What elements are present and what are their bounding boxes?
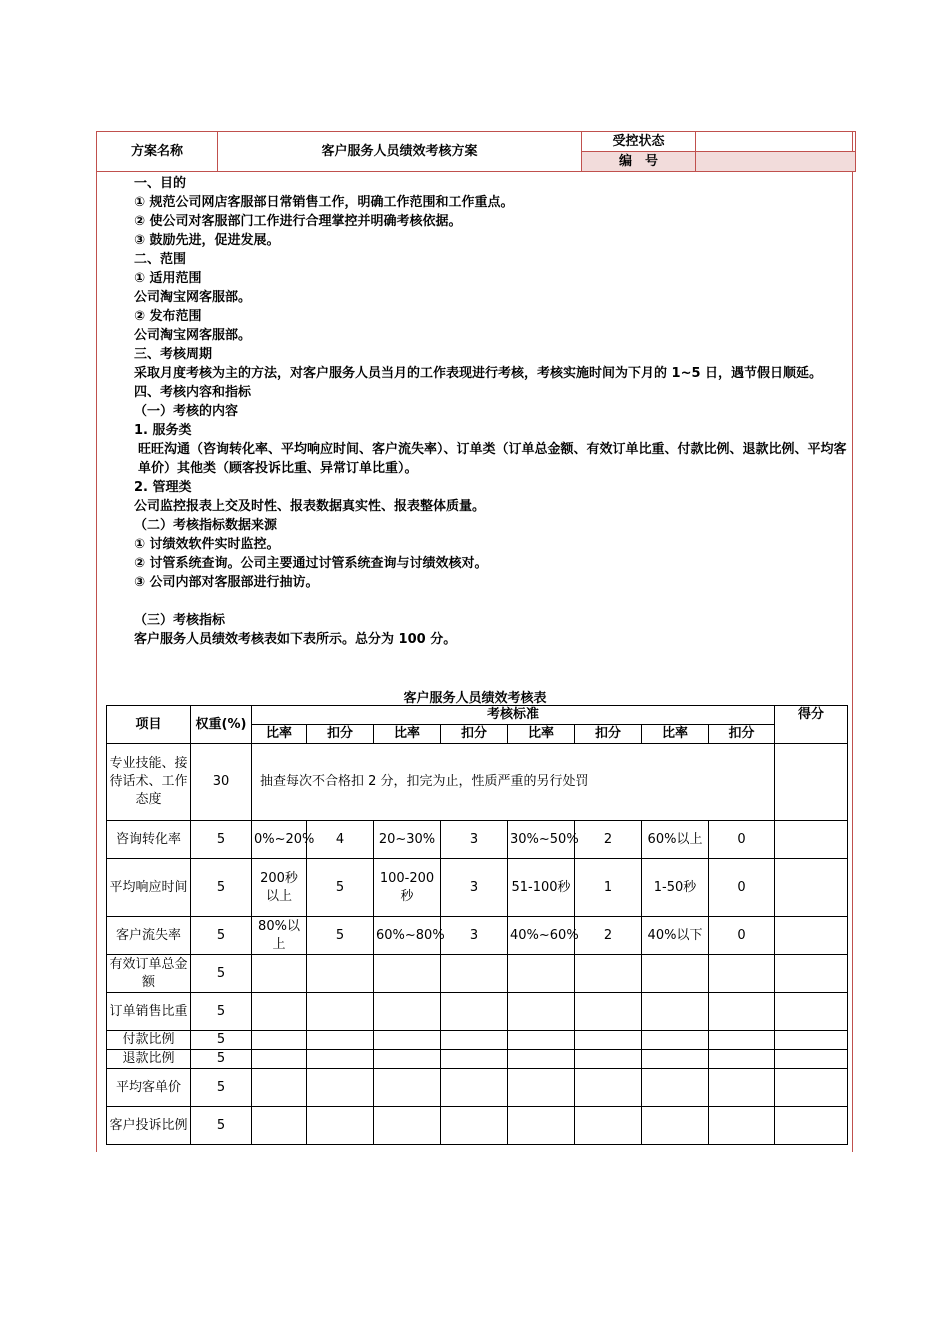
row-score (775, 821, 848, 859)
row-cell: 2 (575, 917, 642, 955)
header-weight: 权重(%) (191, 706, 252, 744)
header-item: 项目 (107, 706, 191, 744)
row-item: 咨询转化率 (107, 821, 191, 859)
paragraph: 旺旺沟通（咨询转化率、平均响应时间、客户流失率）、订单类（订单总金额、有效订单比重、付款比例、退款比例、平均客单价）其他类（顾客投诉比重、异常订单比重）。 (138, 442, 847, 476)
row-weight: 5 (191, 1107, 252, 1145)
header-deduct: 扣分 (307, 725, 374, 744)
row-weight: 5 (191, 917, 252, 955)
row-score (775, 917, 848, 955)
paragraph: ① 规范公司网店客服部日常销售工作，明确工作范围和工作重点。 (134, 195, 514, 210)
row-cell: 60%~80% (374, 917, 441, 955)
table-row (107, 1031, 848, 1050)
row-score (775, 859, 848, 917)
table-row (107, 1050, 848, 1069)
assessment-table (106, 705, 848, 1145)
control-status-label: 受控状态 (582, 132, 696, 152)
scheme-header-table (96, 131, 856, 172)
section-heading: 四、考核内容和指标 (134, 385, 252, 400)
row-score (775, 744, 848, 821)
row-cell: 1 (575, 859, 642, 917)
table-row (107, 744, 848, 821)
row-cell: 3 (441, 859, 508, 917)
row-cell: 60%以上 (642, 821, 709, 859)
paragraph: ③ 鼓励先进，促进发展。 (134, 233, 280, 248)
section-heading: 一、目的 (134, 176, 187, 191)
row-cell: 2 (575, 821, 642, 859)
paragraph: ② 讨管系统查询。公司主要通过讨管系统查询与讨绩效核对。 (134, 556, 488, 571)
row-cell: 0 (709, 917, 775, 955)
row-cell: 0%~20% (252, 821, 307, 859)
paragraph: ② 发布范围 (134, 309, 202, 324)
paragraph: 公司淘宝网客服部。 (134, 328, 252, 343)
row-cell: 0 (709, 821, 775, 859)
table-row (107, 917, 848, 955)
paragraph: ③ 公司内部对客服部进行抽访。 (134, 575, 319, 590)
section-heading: 三、考核周期 (134, 347, 213, 362)
row-item: 有效订单总金额 (107, 955, 191, 993)
table-title: 客户服务人员绩效考核表 (403, 691, 547, 706)
row-item: 退款比例 (107, 1050, 191, 1069)
header-score: 得分 (775, 706, 848, 744)
paragraph: 客户服务人员绩效考核表如下表所示。总分为 100 分。 (134, 632, 457, 647)
row-cell: 3 (441, 821, 508, 859)
row-cell: 40%~60% (508, 917, 575, 955)
row-item: 付款比例 (107, 1031, 191, 1050)
row-item: 客户投诉比例 (107, 1107, 191, 1145)
row-cell: 4 (307, 821, 374, 859)
row-cell: 3 (441, 917, 508, 955)
paragraph: ② 使公司对客服部门工作进行合理掌控并明确考核依据。 (134, 214, 462, 229)
row-item: 平均客单价 (107, 1069, 191, 1107)
scheme-name-label: 方案名称 (97, 132, 218, 172)
row-cell: 100-200秒 (374, 859, 441, 917)
number-value (696, 152, 856, 172)
row-cell: 40%以下 (642, 917, 709, 955)
row-cell: 30%~50% (508, 821, 575, 859)
document-body (104, 174, 848, 649)
row-cell: 20~30% (374, 821, 441, 859)
paragraph: 公司淘宝网客服部。 (134, 290, 252, 305)
table-row (107, 955, 848, 993)
row-item: 订单销售比重 (107, 993, 191, 1031)
paragraph: 1. 服务类 (134, 423, 192, 438)
control-status-value (696, 132, 856, 152)
row-weight: 5 (191, 955, 252, 993)
row-note: 抽查每次不合格扣 2 分，扣完为止，性质严重的另行处罚 (252, 744, 775, 821)
row-cell: 5 (307, 859, 374, 917)
row-weight: 5 (191, 993, 252, 1031)
row-weight: 5 (191, 821, 252, 859)
row-weight: 5 (191, 1050, 252, 1069)
row-item: 客户流失率 (107, 917, 191, 955)
table-row (107, 821, 848, 859)
row-cell: 5 (307, 917, 374, 955)
scheme-name-value: 客户服务人员绩效考核方案 (218, 132, 582, 172)
row-item: 平均响应时间 (107, 859, 191, 917)
paragraph: 公司监控报表上交及时性、报表数据真实性、报表整体质量。 (134, 499, 486, 514)
row-cell: 80%以上 (252, 917, 307, 955)
subsection-heading: （二）考核指标数据来源 (134, 518, 278, 533)
row-item: 专业技能、接待话术、工作态度 (107, 744, 191, 821)
table-row (107, 1069, 848, 1107)
header-deduct: 扣分 (441, 725, 508, 744)
header-standard: 考核标准 (252, 706, 775, 725)
row-cell: 200秒以上 (252, 859, 307, 917)
subsection-heading: （一）考核的内容 (134, 404, 239, 419)
row-weight: 5 (191, 859, 252, 917)
header-deduct: 扣分 (575, 725, 642, 744)
header-rate: 比率 (508, 725, 575, 744)
paragraph: ① 讨绩效软件实时监控。 (134, 537, 280, 552)
number-label: 编 号 (582, 152, 696, 172)
header-rate: 比率 (252, 725, 307, 744)
section-heading: 二、范围 (134, 252, 187, 267)
paragraph: 采取月度考核为主的方法，对客户服务人员当月的工作表现进行考核，考核实施时间为下月的 1~5 日，遇节假日顺延。 (134, 366, 823, 381)
row-cell: 51-100秒 (508, 859, 575, 917)
table-row (107, 859, 848, 917)
header-deduct: 扣分 (709, 725, 775, 744)
paragraph: 2. 管理类 (134, 480, 192, 495)
subsection-heading: （三）考核指标 (134, 613, 226, 628)
header-rate: 比率 (374, 725, 441, 744)
table-row (107, 993, 848, 1031)
row-weight: 30 (191, 744, 252, 821)
paragraph: ① 适用范围 (134, 271, 202, 286)
row-cell: 0 (709, 859, 775, 917)
row-weight: 5 (191, 1069, 252, 1107)
header-rate: 比率 (642, 725, 709, 744)
row-cell: 1-50秒 (642, 859, 709, 917)
row-weight: 5 (191, 1031, 252, 1050)
table-row (107, 1107, 848, 1145)
